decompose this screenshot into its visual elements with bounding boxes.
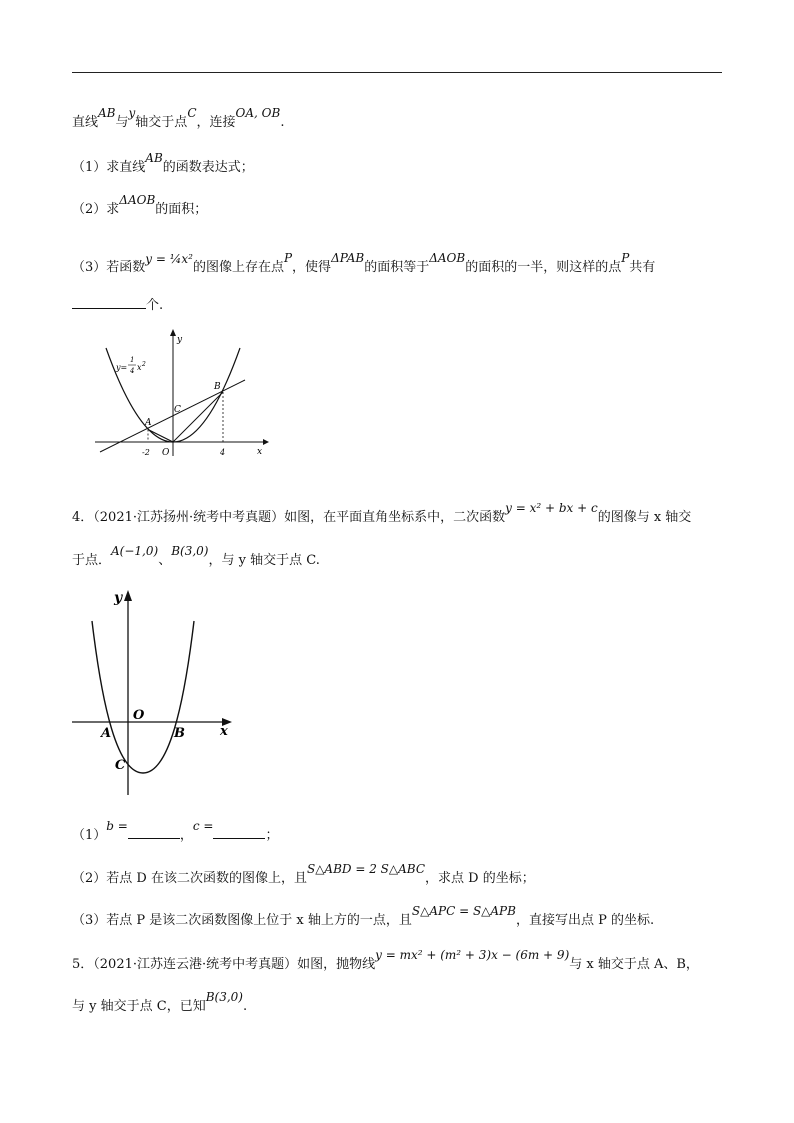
text: （2）求 xyxy=(72,202,120,217)
math: B(3,0) xyxy=(171,544,209,558)
math: ΔAOB xyxy=(429,251,466,265)
figure-parabola-line xyxy=(95,328,270,460)
math: y = mx² + (m² + 3)x − (6m + 9) xyxy=(375,948,570,962)
math: P xyxy=(283,251,293,265)
origin-label: O xyxy=(162,448,170,458)
p4-stem-line1 xyxy=(72,501,692,527)
text: 轴交于点 xyxy=(135,115,188,130)
point-a-label: A xyxy=(145,418,152,428)
x-axis-label: x xyxy=(220,724,228,739)
segment-ob xyxy=(173,392,223,442)
x-axis-arrow xyxy=(263,439,269,445)
p5-stem-line2 xyxy=(72,990,248,1016)
text: （3）若函数 xyxy=(72,260,146,275)
y-axis-arrow xyxy=(170,329,176,336)
text: 共有 xyxy=(629,260,656,275)
text: ， xyxy=(179,828,193,843)
p4-stem-line2 xyxy=(72,544,320,570)
text: ，直接写出点 P 的坐标. xyxy=(515,913,655,928)
math: P xyxy=(621,251,630,265)
text: ； xyxy=(265,828,279,843)
math: ΔPAB xyxy=(331,251,365,265)
text: （1） xyxy=(72,828,107,843)
math: AB xyxy=(98,106,116,120)
math: B(3,0) xyxy=(205,990,243,1004)
curve-label-num: 1 xyxy=(130,356,135,364)
math: AB xyxy=(145,151,163,165)
math: S△ABD = 2 S△ABC xyxy=(306,862,425,876)
y-axis-label: y xyxy=(114,590,123,606)
curve-label-den: 4 xyxy=(130,367,135,375)
header-rule xyxy=(72,72,722,73)
curve-label-x: x xyxy=(137,363,142,372)
y-axis-label: y xyxy=(177,335,183,345)
point-b-label: B xyxy=(214,382,221,392)
text: 个. xyxy=(146,298,164,313)
p3-q1 xyxy=(72,151,254,177)
text: （3）若点 P 是该二次函数图像上位于 x 轴上方的一点，且 xyxy=(72,913,412,928)
tick-label-4: 4 xyxy=(220,448,226,457)
text: 与 y 轴交于点 C，已知 xyxy=(72,999,206,1014)
text: 的图像与 x 轴交 xyxy=(597,510,692,525)
math: C xyxy=(187,106,197,120)
text: 的图像上存在点 xyxy=(192,260,284,275)
x-axis-label: x xyxy=(257,447,263,457)
math: c = xyxy=(192,819,214,833)
answer-blank xyxy=(72,296,146,309)
math: b = xyxy=(106,819,128,833)
text: ，与 y 轴交于点 C. xyxy=(208,553,320,568)
text: . xyxy=(242,999,248,1014)
p3-q2 xyxy=(72,193,208,219)
p3-intro xyxy=(72,106,285,132)
y-axis-arrow xyxy=(124,590,132,601)
text: 与 x 轴交于点 A、B， xyxy=(569,957,699,972)
answer-blank-c xyxy=(213,826,265,839)
math: y xyxy=(128,106,136,120)
text: 的面积等于 xyxy=(364,260,430,275)
text: 于点． xyxy=(72,553,112,568)
tick-label-neg2: -2 xyxy=(142,448,150,457)
text: 4．（2021·江苏扬州·统考中考真题）如图，在平面直角坐标系中，二次函数 xyxy=(72,510,506,525)
text: ，求点 D 的坐标； xyxy=(425,871,535,886)
answer-blank-b xyxy=(128,826,180,839)
segment-oa xyxy=(148,430,173,443)
text: 5．（2021·江苏连云港·统考中考真题）如图，抛物线 xyxy=(72,957,376,972)
math: A(−1,0) xyxy=(111,544,159,558)
text: . xyxy=(280,115,285,130)
point-c-label: C xyxy=(115,758,126,773)
text: 的函数表达式； xyxy=(162,160,254,175)
p3-q3-tail xyxy=(72,296,163,315)
p4-q3 xyxy=(72,904,655,930)
text: 的面积的一半，则这样的点 xyxy=(465,260,622,275)
text: （2）若点 D 在该二次函数的图像上，且 xyxy=(72,871,307,886)
text: ，使得 xyxy=(292,260,332,275)
p4-q2 xyxy=(72,862,535,888)
origin-label: O xyxy=(133,708,145,723)
math: S△APC = S△APB xyxy=(411,904,516,918)
curve-label: y= xyxy=(116,363,128,372)
point-c-label: C xyxy=(174,405,181,415)
text: 、 xyxy=(158,553,172,568)
figure-parabola-abc xyxy=(72,585,237,807)
math: y = x² + bx + c xyxy=(505,501,598,515)
parabola-curve xyxy=(92,621,194,773)
math: ΔAOB xyxy=(119,193,156,207)
math: y = ¼x² xyxy=(145,252,193,266)
p4-q1 xyxy=(72,819,279,845)
curve-label-exp: 2 xyxy=(142,361,146,368)
p3-q3 xyxy=(72,251,656,277)
point-a-label: A xyxy=(101,726,112,741)
text: ，连接 xyxy=(196,115,236,130)
text: 与 xyxy=(115,115,129,130)
p5-stem-line1 xyxy=(72,948,699,974)
point-b-label: B xyxy=(174,726,185,741)
text: （1）求直线 xyxy=(72,160,146,175)
text: 的面积； xyxy=(155,202,208,217)
math: OA, OB xyxy=(235,106,281,120)
text: 直线 xyxy=(72,115,99,130)
